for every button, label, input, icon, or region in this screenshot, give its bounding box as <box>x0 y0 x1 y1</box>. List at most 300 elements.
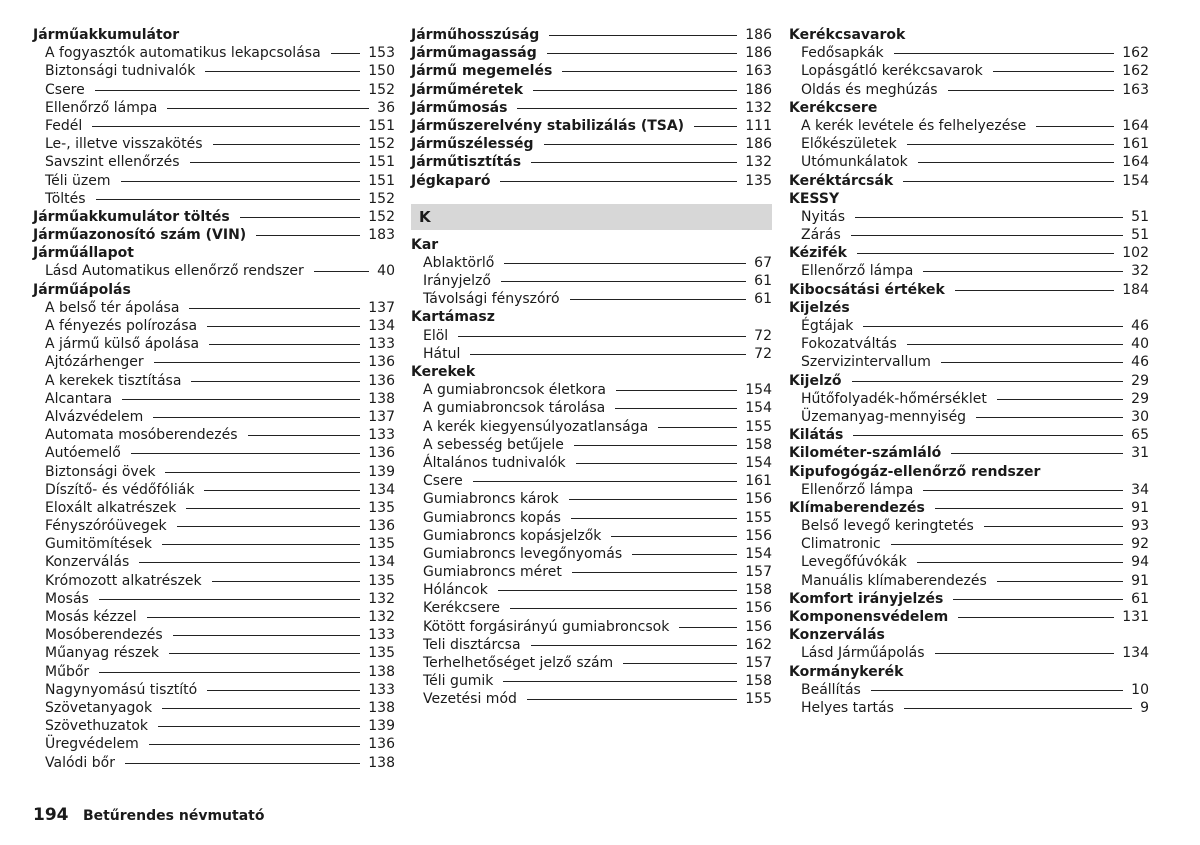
entry-label: Climatronic <box>801 536 881 553</box>
entry-label: Gumitömítések <box>45 536 152 553</box>
page-reference: 40 <box>1131 336 1149 353</box>
page-reference: 154 <box>745 400 772 417</box>
index-subentry <box>33 62 395 80</box>
index-subentry <box>33 754 395 772</box>
page-reference: 94 <box>1131 554 1149 571</box>
index-entry <box>411 308 772 326</box>
entry-label: Hűtőfolyadék-hőmérséklet <box>801 390 987 407</box>
entry-label: Konzerválás <box>45 554 130 571</box>
page-reference: 67 <box>754 254 772 271</box>
page-number: 194 <box>33 805 69 825</box>
index-subentry <box>33 644 395 662</box>
leader-line <box>852 381 1124 382</box>
index-entry <box>789 426 1149 444</box>
index-subentry <box>411 636 772 654</box>
index-subentry <box>789 572 1149 590</box>
entry-label: Kijelzés <box>789 299 850 316</box>
page-footer <box>33 805 264 825</box>
leader-line <box>891 544 1123 545</box>
index-subentry <box>33 353 395 371</box>
leader-line <box>131 453 360 454</box>
page-reference: 152 <box>368 136 395 153</box>
leader-line <box>517 108 737 109</box>
entry-label: Kilométer-számláló <box>789 445 942 462</box>
leader-line <box>503 681 737 682</box>
leader-line <box>473 481 738 482</box>
index-entry <box>789 372 1149 390</box>
page-reference: 135 <box>368 499 395 516</box>
index-subentry <box>789 44 1149 62</box>
index-subentry <box>411 581 772 599</box>
index-entry <box>33 208 395 226</box>
leader-line <box>527 699 737 700</box>
page-reference: 10 <box>1131 681 1149 698</box>
index-entry <box>789 444 1149 462</box>
index-subentry <box>411 327 772 345</box>
index-entry <box>411 117 772 135</box>
leader-line <box>679 627 737 628</box>
entry-label: Kézifék <box>789 245 847 262</box>
index-subentry <box>33 608 395 626</box>
leader-line <box>570 299 747 300</box>
entry-label: A kerekek tisztítása <box>45 372 182 389</box>
index-subentry <box>33 426 395 444</box>
page-reference: 134 <box>1122 645 1149 662</box>
leader-line <box>177 526 361 527</box>
leader-line <box>923 490 1123 491</box>
index-subentry <box>789 699 1149 717</box>
leader-line <box>205 71 360 72</box>
page-reference: 136 <box>368 445 395 462</box>
page-reference: 51 <box>1131 208 1149 225</box>
leader-line <box>632 554 737 555</box>
page-reference: 154 <box>745 454 772 471</box>
page-reference: 156 <box>745 618 772 635</box>
entry-label: Biztonsági tudnivalók <box>45 63 196 80</box>
leader-line <box>904 708 1132 709</box>
page-reference: 150 <box>368 63 395 80</box>
leader-line <box>162 708 360 709</box>
page-reference: 132 <box>745 99 772 116</box>
entry-label: Fokozatváltás <box>801 336 897 353</box>
index-subentry <box>33 663 395 681</box>
index-subentry <box>33 317 395 335</box>
index-entry <box>411 44 772 62</box>
index-subentry <box>789 81 1149 99</box>
index-subentry <box>411 381 772 399</box>
index-subentry <box>411 690 772 708</box>
index-column-3 <box>789 26 1149 717</box>
leader-line <box>139 562 360 563</box>
entry-label: Járműhosszúság <box>411 27 540 43</box>
page-reference: 153 <box>368 45 395 62</box>
leader-line <box>855 217 1123 218</box>
index-subentry <box>411 418 772 436</box>
leader-line <box>997 581 1123 582</box>
entry-label: Égtájak <box>801 318 854 334</box>
leader-line <box>154 362 361 363</box>
page-reference: 138 <box>368 699 395 716</box>
page-reference: 137 <box>368 299 395 316</box>
index-entry <box>411 363 772 381</box>
page-reference: 158 <box>745 436 772 453</box>
page-reference: 36 <box>377 99 395 116</box>
index-subentry <box>411 527 772 545</box>
leader-line <box>92 126 360 127</box>
leader-line <box>562 71 737 72</box>
entry-label: Kijelző <box>789 372 842 389</box>
index-subentry <box>33 444 395 462</box>
entry-label: Gumiabroncs méret <box>423 564 562 581</box>
entry-label: Kötött forgásirányú gumiabroncsok <box>423 618 670 635</box>
index-subentry <box>33 372 395 390</box>
leader-line <box>1036 126 1114 127</box>
leader-line <box>209 344 360 345</box>
entry-label: Kormánykerék <box>789 663 904 680</box>
index-subentry <box>33 99 395 117</box>
entry-label: Távolsági fényszóró <box>423 291 560 308</box>
section-title: Betűrendes névmutató <box>82 808 265 824</box>
entry-label: Kerékcsere <box>423 600 500 617</box>
index-subentry <box>33 44 395 62</box>
page-reference: 31 <box>1131 445 1149 462</box>
index-entry <box>411 172 772 190</box>
leader-line <box>918 162 1115 163</box>
index-subentry <box>33 190 395 208</box>
index-subentry <box>411 654 772 672</box>
index-subentry <box>33 172 395 190</box>
index-subentry <box>411 290 772 308</box>
index-subentry <box>789 390 1149 408</box>
page-reference: 136 <box>368 354 395 371</box>
page-reference: 161 <box>745 473 772 490</box>
entry-label: Vezetési mód <box>423 691 517 708</box>
entry-label: Nagynyomású tisztító <box>45 681 198 698</box>
entry-label: Hóláncok <box>423 582 488 599</box>
entry-label: Üzemanyag-mennyiség <box>801 408 967 425</box>
entry-label: Kerekek <box>411 364 476 380</box>
leader-line <box>125 763 360 764</box>
entry-label: A fogyasztók automatikus lekapcsolása <box>45 45 321 62</box>
leader-line <box>953 599 1123 600</box>
leader-line <box>941 362 1123 363</box>
page-reference: 132 <box>368 590 395 607</box>
entry-label: Szervizintervallum <box>801 354 931 371</box>
index-subentry <box>789 262 1149 280</box>
leader-line <box>212 581 361 582</box>
entry-label: Gumiabroncs levegőnyomás <box>423 545 623 562</box>
page-reference: 161 <box>1122 136 1149 153</box>
entry-label: Ablaktörlő <box>423 254 495 271</box>
leader-line <box>458 336 746 337</box>
index-subentry <box>33 135 395 153</box>
entry-label: Szövethuzatok <box>45 718 149 735</box>
leader-line <box>149 744 361 745</box>
index-subentry <box>789 208 1149 226</box>
leader-line <box>948 90 1115 91</box>
page-reference: 102 <box>1122 245 1149 262</box>
index-entry <box>789 172 1149 190</box>
index-column-2 <box>411 26 772 709</box>
index-subentry <box>789 408 1149 426</box>
leader-line <box>576 463 738 464</box>
index-subentry <box>411 490 772 508</box>
leader-line <box>616 390 737 391</box>
page-reference: 134 <box>368 481 395 498</box>
leader-line <box>162 544 360 545</box>
leader-line <box>153 417 360 418</box>
entry-label: Járműállapot <box>33 245 134 262</box>
index-entry <box>33 226 395 244</box>
index-subentry <box>411 436 772 454</box>
index-subentry <box>33 590 395 608</box>
page-reference: 131 <box>1122 609 1149 625</box>
entry-label: Ellenőrző lámpa <box>801 263 914 280</box>
leader-line <box>213 144 361 145</box>
index-subentry <box>789 226 1149 244</box>
entry-label: Kerékcsere <box>789 99 878 116</box>
page-reference: 158 <box>745 673 772 690</box>
page-reference: 9 <box>1140 699 1149 716</box>
leader-line <box>504 263 746 264</box>
entry-label: Fedősapkák <box>801 45 884 62</box>
page-reference: 61 <box>754 273 772 290</box>
page-reference: 111 <box>745 117 772 134</box>
entry-label: A gumiabroncsok tárolása <box>423 400 606 417</box>
entry-label: Biztonsági övek <box>45 463 156 480</box>
page-reference: 152 <box>368 81 395 98</box>
entry-label: Zárás <box>801 227 841 244</box>
entry-label: Beállítás <box>801 681 861 698</box>
leader-line <box>611 536 737 537</box>
entry-label: Gumiabroncs kopásjelzők <box>423 527 602 544</box>
leader-line <box>851 235 1123 236</box>
index-entry <box>789 190 1149 208</box>
leader-line <box>531 162 737 163</box>
leader-line <box>189 308 360 309</box>
index-subentry <box>33 535 395 553</box>
entry-label: Lásd Járműápolás <box>801 645 925 662</box>
entry-label: Savszint ellenőrzés <box>45 154 180 171</box>
page-reference: 133 <box>368 681 395 698</box>
entry-label: Kipufogógáz-ellenőrző rendszer <box>789 463 1041 480</box>
entry-label: Alcantara <box>45 390 113 407</box>
page-reference: 186 <box>745 27 772 43</box>
page-reference: 151 <box>368 117 395 134</box>
page-reference: 133 <box>368 336 395 353</box>
page-reference: 65 <box>1131 427 1149 444</box>
page-reference: 93 <box>1131 518 1149 535</box>
index-entry <box>411 153 772 171</box>
page-reference: 133 <box>368 627 395 644</box>
leader-line <box>96 199 361 200</box>
entry-label: Járműakkumulátor <box>33 27 180 43</box>
page-reference: 158 <box>745 582 772 599</box>
entry-label: Valódi bőr <box>45 754 115 771</box>
page-reference: 134 <box>368 318 395 334</box>
page-reference: 183 <box>368 227 395 244</box>
page-reference: 29 <box>1131 372 1149 389</box>
page-reference: 46 <box>1131 318 1149 334</box>
entry-label: Járműápolás <box>33 281 131 298</box>
entry-label: Szövetanyagok <box>45 699 153 716</box>
entry-label: Járműszerelvény stabilizálás (TSA) <box>411 117 685 134</box>
leader-line <box>248 435 361 436</box>
index-subentry <box>411 618 772 636</box>
entry-label: Levegőfúvókák <box>801 554 907 571</box>
leader-line <box>853 435 1123 436</box>
page-reference: 72 <box>754 345 772 362</box>
index-subentry <box>789 535 1149 553</box>
page-reference: 156 <box>745 527 772 544</box>
index-subentry <box>33 499 395 517</box>
page-reference: 138 <box>368 754 395 771</box>
entry-label: Járműméretek <box>411 81 524 98</box>
entry-label: A kerék kiegyensúlyozatlansága <box>423 418 649 435</box>
index-subentry <box>789 644 1149 662</box>
entry-label: A gumiabroncsok életkora <box>423 382 606 399</box>
entry-label: Kartámasz <box>411 309 495 326</box>
index-subentry <box>33 262 395 280</box>
leader-line <box>207 690 360 691</box>
entry-label: Helyes tartás <box>801 699 894 716</box>
entry-label: Előkészületek <box>801 136 897 153</box>
index-subentry <box>411 545 772 563</box>
index-entry <box>33 281 395 299</box>
leader-line <box>147 617 361 618</box>
page-reference: 157 <box>745 564 772 581</box>
index-subentry <box>789 481 1149 499</box>
leader-line <box>167 108 369 109</box>
leader-line <box>863 326 1123 327</box>
page-reference: 151 <box>368 154 395 171</box>
index-entry <box>789 99 1149 117</box>
page-reference: 135 <box>368 536 395 553</box>
page-reference: 92 <box>1131 536 1149 553</box>
leader-line <box>121 181 361 182</box>
leader-line <box>984 526 1123 527</box>
index-entry <box>411 135 772 153</box>
leader-line <box>173 635 361 636</box>
page-reference: 137 <box>368 408 395 425</box>
index-subentry <box>33 299 395 317</box>
entry-label: Ajtózárhenger <box>45 354 144 371</box>
leader-line <box>574 445 737 446</box>
page-reference: 138 <box>368 663 395 680</box>
leader-line <box>623 663 737 664</box>
page-reference: 155 <box>745 691 772 708</box>
index-entry <box>789 281 1149 299</box>
entry-label: Oldás és meghúzás <box>801 81 938 98</box>
entry-label: Komponensvédelem <box>789 609 949 625</box>
index-entry <box>789 244 1149 262</box>
index-subentry <box>33 481 395 499</box>
index-subentry <box>411 563 772 581</box>
page-reference: 91 <box>1131 572 1149 589</box>
index-subentry <box>411 399 772 417</box>
index-subentry <box>789 553 1149 571</box>
page-reference: 32 <box>1131 263 1149 280</box>
entry-label: A jármű külső ápolása <box>45 336 200 353</box>
index-entry <box>789 608 1149 626</box>
entry-label: Keréktárcsák <box>789 172 894 189</box>
leader-line <box>571 518 737 519</box>
entry-label: Járműszélesség <box>411 136 534 153</box>
entry-label: Teli disztárcsa <box>423 636 521 653</box>
page-reference: 162 <box>1122 45 1149 62</box>
page-reference: 186 <box>745 81 772 98</box>
leader-line <box>510 608 737 609</box>
entry-label: Klímaberendezés <box>789 499 925 516</box>
page-reference: 29 <box>1131 390 1149 407</box>
entry-label: Konzerválás <box>789 627 885 644</box>
leader-line <box>99 672 360 673</box>
leader-line <box>549 35 737 36</box>
index-subentry <box>411 254 772 272</box>
leader-line <box>544 144 738 145</box>
page-reference: 132 <box>745 154 772 171</box>
page-reference: 164 <box>1122 154 1149 171</box>
entry-label: Elöl <box>423 327 449 344</box>
entry-label: Járműmosás <box>411 99 508 116</box>
leader-line <box>935 653 1115 654</box>
page-reference: 133 <box>368 427 395 444</box>
page-reference: 155 <box>745 418 772 435</box>
page-reference: 135 <box>368 645 395 662</box>
index-entry <box>789 499 1149 517</box>
entry-label: Kilátás <box>789 427 844 444</box>
leader-line <box>122 399 360 400</box>
entry-label: Csere <box>45 81 85 98</box>
index-subentry <box>33 572 395 590</box>
index-subentry <box>33 717 395 735</box>
index-entry <box>411 62 772 80</box>
entry-label: Kar <box>411 236 439 253</box>
index-entry <box>411 99 772 117</box>
index-subentry <box>33 408 395 426</box>
index-subentry <box>789 517 1149 535</box>
page-reference: 154 <box>1122 172 1149 189</box>
entry-label: Nyitás <box>801 208 846 225</box>
index-subentry <box>789 335 1149 353</box>
page-reference: 154 <box>745 545 772 562</box>
index-subentry <box>789 317 1149 335</box>
entry-label: Csere <box>423 473 463 490</box>
index-subentry <box>789 62 1149 80</box>
page-reference: 163 <box>1122 81 1149 98</box>
page-reference: 136 <box>368 736 395 753</box>
index-subentry <box>411 509 772 527</box>
page-reference: 61 <box>754 291 772 308</box>
leader-line <box>158 726 360 727</box>
index-entry <box>789 590 1149 608</box>
page-reference: 162 <box>1122 63 1149 80</box>
entry-label: Díszítő- és védőfóliák <box>45 481 195 498</box>
page-reference: 136 <box>368 518 395 535</box>
page-reference: 156 <box>745 491 772 508</box>
index-entry <box>411 81 772 99</box>
index-subentry <box>33 117 395 135</box>
leader-line <box>923 271 1123 272</box>
entry-label: Irányjelző <box>423 273 491 290</box>
entry-label: Téli gumik <box>423 673 494 690</box>
entry-label: Jégkaparó <box>411 172 491 189</box>
leader-line <box>533 90 737 91</box>
entry-label: Komfort irányjelzés <box>789 590 944 607</box>
index-entry <box>789 299 1149 317</box>
leader-line <box>207 326 360 327</box>
entry-label: Le-, illetve visszakötés <box>45 136 203 153</box>
